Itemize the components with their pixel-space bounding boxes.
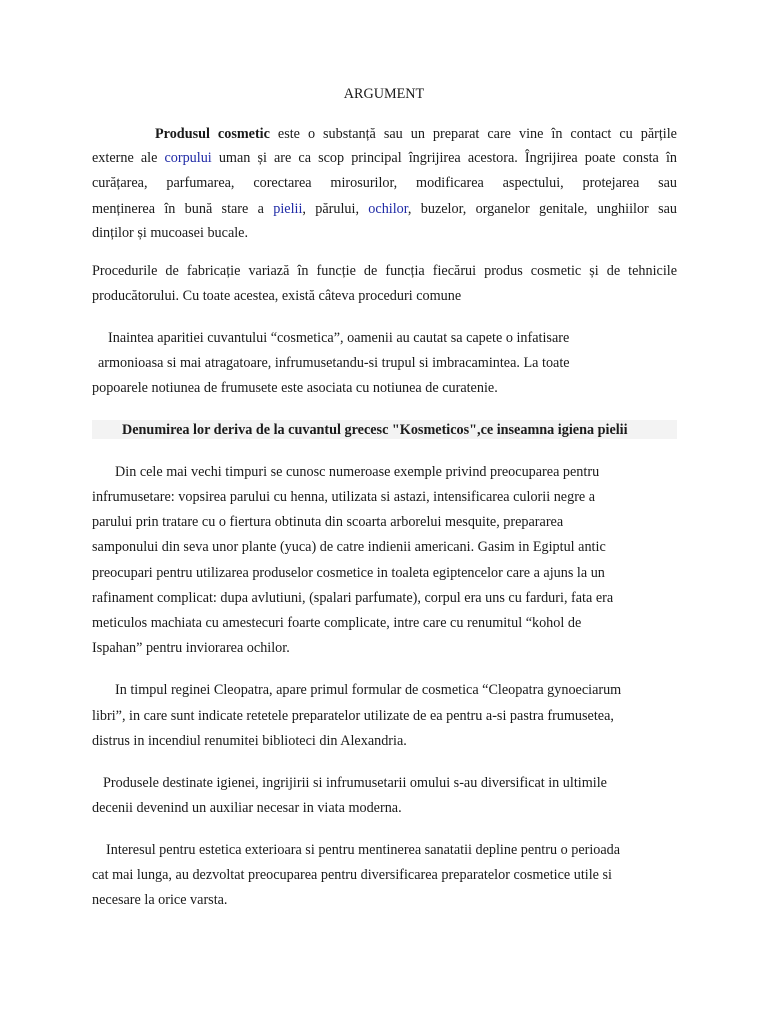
p2-line-2: infrumusetare: vopsirea parului cu henna, utilizata si astazi, intensificarea culorii negre a [92, 489, 596, 505]
intro-bold-term: Produsul cosmetic [155, 126, 270, 142]
p1-line-1: Inaintea aparitiei cuvantului “cosmetica”, oamenii au cautat sa capete o infatisare [108, 330, 570, 346]
p2-line-8: Ispahan” pentru inviorarea ochilor. [92, 640, 290, 656]
p1-line-3: popoarele notiunea de frumusete este asociata cu notiunea de curatenie. [92, 380, 498, 396]
p3-line-1: In timpul reginei Cleopatra, apare primul formular de cosmetica “Cleopatra gynoeciarum [115, 682, 622, 698]
p5-line-2: cat mai lunga, au dezvoltat preocuparea pentru diversificarea preparatelor cosmetice utile si [92, 867, 612, 883]
proc-line-2: producătorului. Cu toate acestea, există câteva proceduri comune [92, 288, 462, 304]
link-corpului[interactable]: corpului [164, 150, 212, 166]
p1-line-2: armonioasa si mai atragatoare, infrumusetandu-si trupul si imbracamintea. La toate [98, 355, 570, 371]
p4-line-2: decenii devenind un auxiliar necesar in viata moderna. [92, 800, 402, 816]
intro-line-4: menținerea în bună stare a pielii, părului, ochilor, buzelor, organelor genitale, unghiilor sau [92, 201, 677, 217]
p5-line-1: Interesul pentru estetica exterioara si pentru mentinerea sanatatii depline pentru o perioada [106, 842, 621, 858]
p2-line-3: parului prin tratare cu o fiertura obtinuta din scoarta arborelui mesquite, prepararea [92, 514, 564, 530]
section-heading: Denumirea lor deriva de la cuvantul grecesc "Kosmeticos",ce inseamna igiena pielii [122, 422, 628, 438]
intro-line-2: externe ale corpului uman și are ca scop principal îngrijirea acestora. Îngrijirea poate consta în [92, 150, 677, 166]
p2-line-4: samponului din seva unor plante (yuca) de catre indienii americani. Gasim in Egiptul antic [92, 539, 606, 555]
p2-line-5: preocupari pentru utilizarea produselor cosmetice in toaleta egiptencelor care a ajuns la un [92, 565, 605, 581]
p2-line-1: Din cele mai vechi timpuri se cunosc numeroase exemple privind preocuparea pentru [115, 464, 600, 480]
p3-line-3: distrus in incendiul renumitei biblioteci din Alexandria. [92, 733, 407, 749]
link-pielii[interactable]: pielii [273, 201, 303, 217]
document-title: ARGUMENT [343, 86, 425, 102]
link-ochilor[interactable]: ochilor [368, 201, 408, 217]
p2-line-6: rafinament complicat: dupa avlutiuni, (spalari parfumate), corpul era uns cu farduri, fata era [92, 590, 614, 606]
p5-line-3: necesare la orice varsta. [92, 892, 228, 908]
p2-line-7: meticulos machiata cu amestecuri foarte complicate, intre care cu renumitul “kohol de [92, 615, 582, 631]
intro-line-3: curățarea, parfumarea, corectarea mirosurilor, modificarea aspectului, protejarea sau [92, 175, 677, 191]
p3-line-2: libri”, in care sunt indicate retetele preparatelor utilizate de ea pentru a-si pastra frumusetea, [92, 708, 614, 724]
intro-line-1: Produsul cosmetic este o substanță sau un preparat care vine în contact cu părțile [155, 126, 677, 142]
p4-line-1: Produsele destinate igienei, ingrijirii si infrumusetarii omului s-au diversificat in ultimile [103, 775, 607, 791]
intro-line-5: dinților și mucoasei bucale. [92, 225, 249, 241]
proc-line-1: Procedurile de fabricație variază în funcție de funcția fiecărui produs cosmetic și de tehnicile [92, 263, 677, 279]
